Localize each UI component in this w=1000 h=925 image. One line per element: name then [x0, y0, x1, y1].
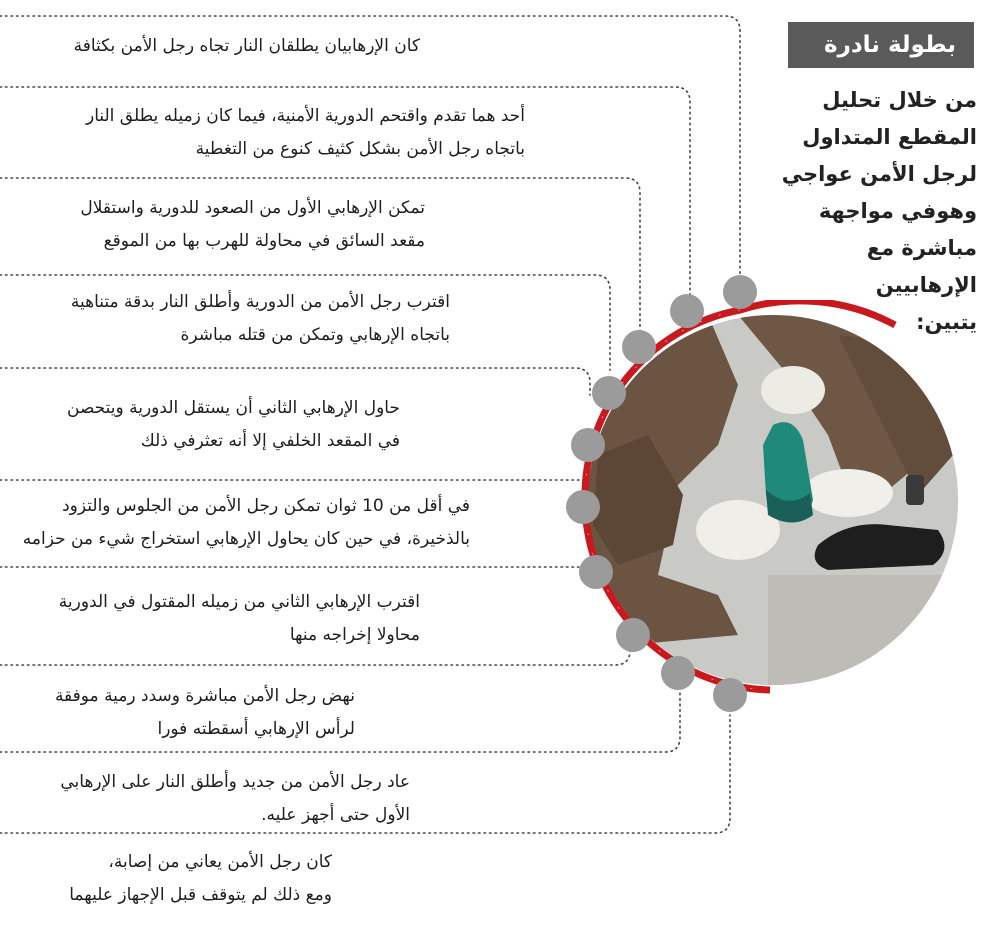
timeline-item-8: نهض رجل الأمن مباشرة وسدد رمية موفقة لرأس الإرهابي أسقطته فورا: [54, 686, 355, 739]
timeline-item-6: في أقل من 10 ثوان تمكن رجل الأمن من الجلوس والتزود بالذخيرة، في حين كان يحاول الإرهابي استخراج شيء من حزامه: [22, 496, 470, 549]
timeline-item-10: كان رجل الأمن يعاني من إصابة، ومع ذلك لم يتوقف قبل الإجهاز عليهما: [69, 852, 332, 905]
timeline-item-3: تمكن الإرهابي الأول من الصعود للدورية واستقلال مقعد السائق في محاولة للهرب بها من الموقع: [80, 198, 425, 251]
timeline-item-5: حاول الإرهابي الثاني أن يستقل الدورية ويتحصن في المقعد الخلفي إلا أنه تعثرفي ذلك: [67, 398, 400, 451]
timeline-item-7: اقترب الإرهابي الثاني من زميله المقتول في الدورية محاولا إخراجه منها: [58, 592, 420, 645]
evidence-photo: [588, 315, 958, 685]
timeline-node: [670, 294, 704, 328]
timeline-item-1: كان الإرهابيان يطلقان النار تجاه رجل الأمن بكثافة: [73, 36, 420, 56]
timeline-node: [622, 330, 656, 364]
timeline-node: [713, 678, 747, 712]
timeline-node: [723, 275, 757, 309]
header-badge: بطولة نادرة: [788, 22, 974, 68]
timeline-item-2: أحد هما تقدم واقتحم الدورية الأمنية، فيما كان زميله يطلق النار باتجاه رجل الأمن بشكل كثيف كنوع من التغطية: [85, 106, 525, 159]
intro-text: من خلال تحليل المقطع المتداول لرجل الأمن عواجي وهوفي مواجهة مباشرة مع الإرهابيين يتبين:: [781, 88, 977, 334]
timeline-item-9: عاد رجل الأمن من جديد وأطلق النار على الإرهابي الأول حتى أجهز عليه.: [60, 772, 410, 825]
connector-line: [0, 368, 590, 395]
timeline-item-4: اقترب رجل الأمن من الدورية وأطلق النار بدقة متناهية باتجاه الإرهابي وتمكن من قتله مباشرة: [70, 292, 450, 345]
